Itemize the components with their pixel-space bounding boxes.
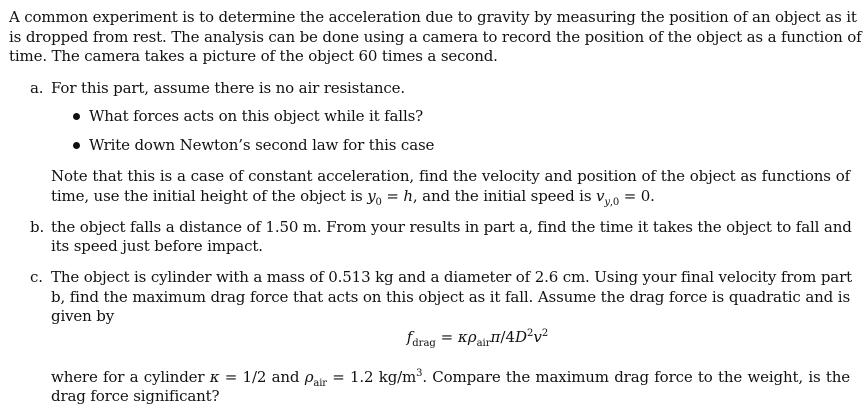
part-c-after-text-1: where for a cylinder: [51, 368, 205, 386]
part-b-line-1: the object falls a distance of 1.50 m. From your results in part a, find the time it takes the object to fall and: [51, 218, 852, 236]
bullet-icon: [73, 113, 80, 120]
part-c-after-and: and: [271, 368, 300, 386]
intro-line-1: A common experiment is to determine the acceleration due to gravity by measuring the position of an object as it: [9, 8, 857, 26]
part-a-note-mid: , and the initial speed is: [412, 187, 592, 205]
drag-force-equation: $f_{drag} = \kappa\rho_{air}\pi/4D^2v^2$: [406, 328, 549, 349]
initial-height-equation: y: [367, 187, 376, 205]
part-a-bullet-1: What forces acts on this object while it falls?: [89, 107, 424, 125]
part-a-bullet-2: Write down Newton’s second law for this case: [89, 136, 435, 154]
part-c-after-text-2: . Compare the maximum drag force to the weight, is the: [422, 368, 851, 386]
intro-line-2: is dropped from rest. The analysis can be done using a camera to record the position of the object as a function of: [9, 28, 862, 46]
kappa-value: κ: [209, 368, 220, 386]
part-c-after-line-1: where for a cylinder κ = 1/2 and $\rho_{air} = 1.2$ $kg/m^3$. Compare the maximum drag force to the weight, is the: [51, 368, 851, 389]
part-c-after-line-2: drag force significant?: [51, 387, 220, 405]
part-c-line-1: The object is cylinder with a mass of 0.513 kg and a diameter of 2.6 cm. Using your final velocity from part: [51, 268, 852, 286]
part-a-note-text: time, use the initial height of the object is: [51, 187, 363, 205]
part-a-note-line-1: Note that this is a case of constant acceleration, find the velocity and position of the object as functions of: [51, 167, 850, 185]
rho-air-value: ρ: [304, 368, 314, 386]
part-a-note-end: .: [650, 187, 655, 205]
part-c-marker: c.: [30, 268, 43, 286]
part-b-marker: b.: [30, 218, 45, 236]
bullet-icon: [73, 142, 80, 149]
part-c-line-3: given by: [51, 307, 115, 325]
part-c-line-2: b, find the maximum drag force that acts on this object as it fall. Assume the drag force is quadratic and is: [51, 288, 850, 306]
part-a-note-line-2: time, use the initial height of the object is $y_0 = h$, and the initial speed is $v_{y,0} = 0$.: [51, 187, 655, 208]
part-a-marker: a.: [30, 79, 44, 97]
part-a-heading: For this part, assume there is no air resistance.: [51, 79, 406, 97]
part-b-line-2: its speed just before impact.: [51, 237, 263, 255]
intro-line-3: time. The camera takes a picture of the object 60 times a second.: [9, 47, 498, 65]
initial-speed-equation: v: [596, 187, 605, 205]
